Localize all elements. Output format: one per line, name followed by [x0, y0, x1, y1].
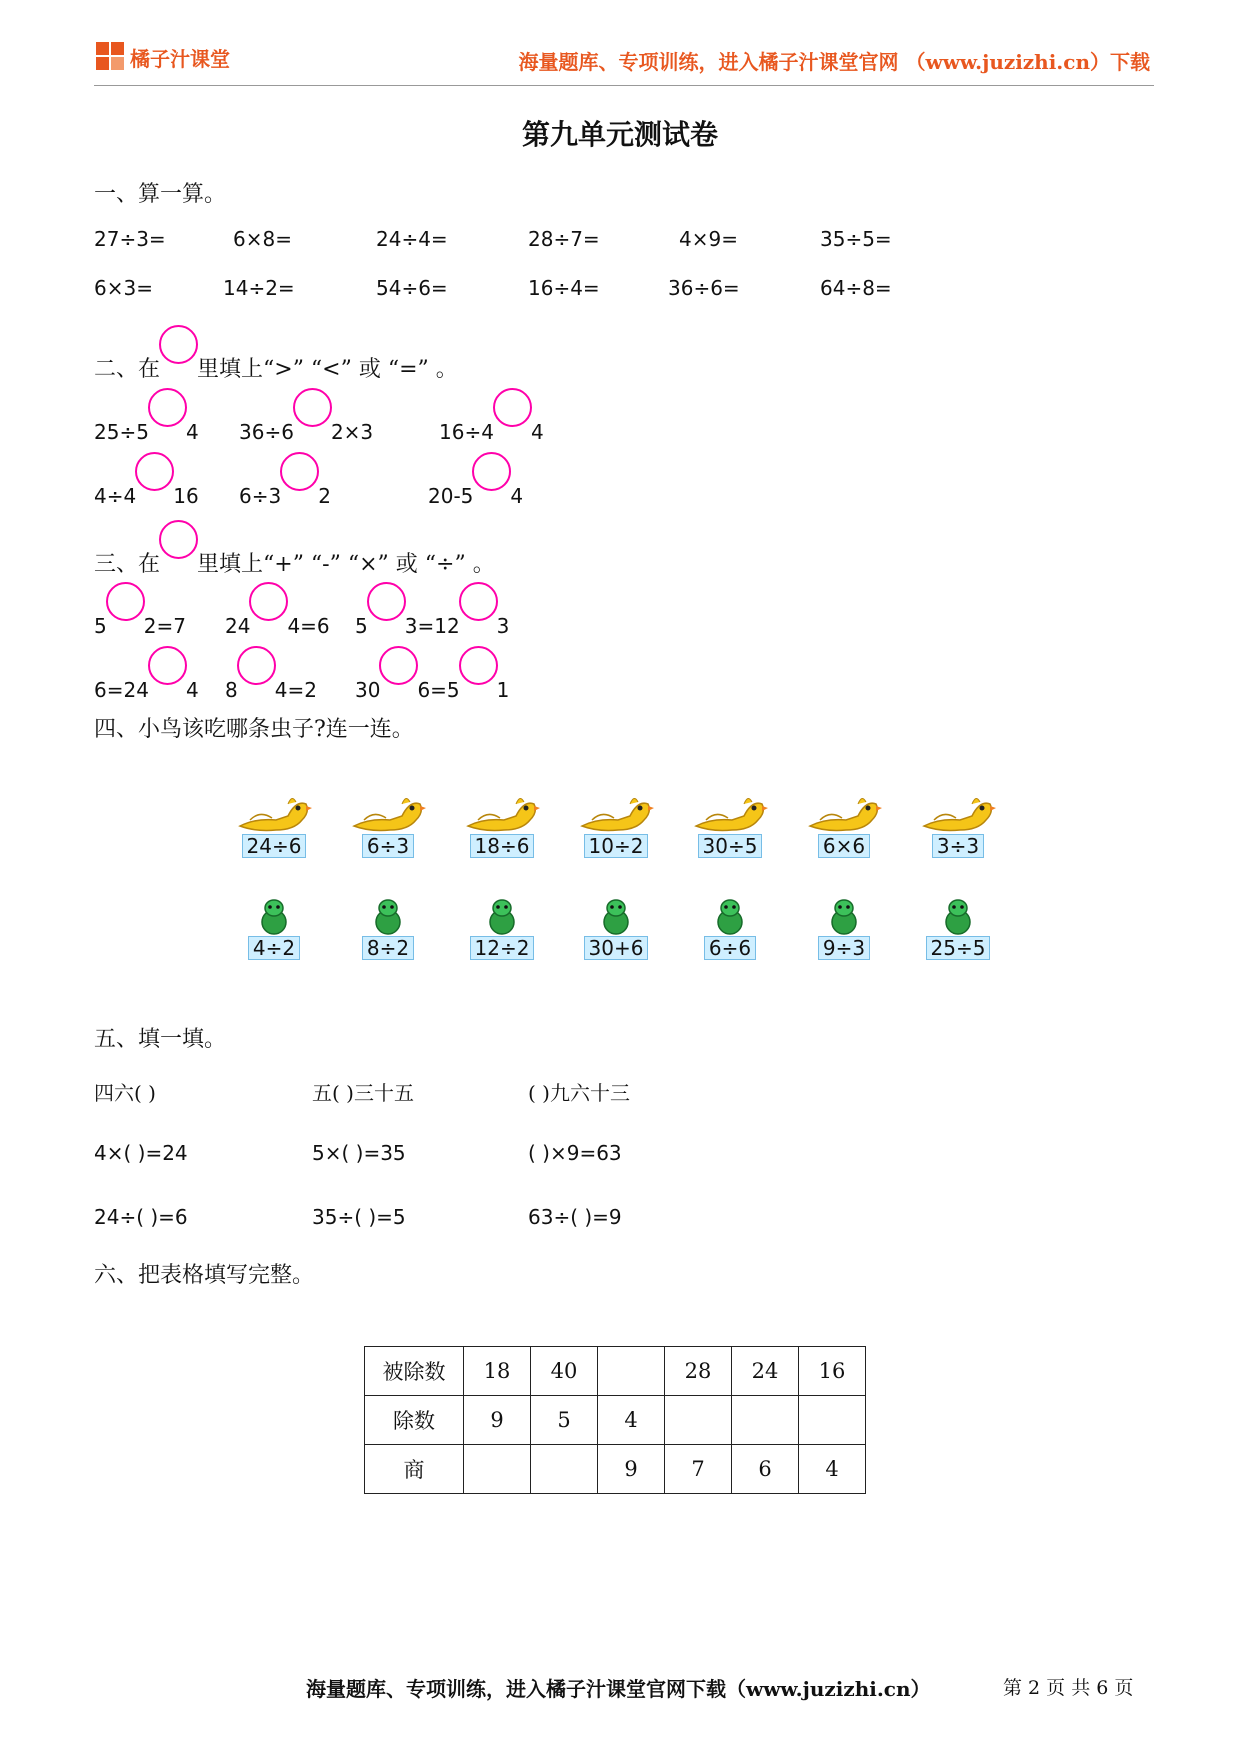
bug-label: 8÷2 [362, 936, 414, 960]
answer-circle[interactable] [148, 646, 187, 685]
brand-logo [96, 42, 230, 72]
answer-circle[interactable] [472, 452, 511, 491]
compare-item: 16÷4 4 [439, 388, 544, 444]
bird-icon [232, 790, 316, 838]
table-row [365, 1396, 866, 1445]
compare-item: 4÷4 16 [94, 452, 199, 508]
fill-item: 35÷( )=5 [312, 1205, 406, 1229]
fill-item: 5×( )=35 [312, 1141, 406, 1165]
operator-item: 6=24 4 [94, 646, 199, 702]
bird-icon [688, 790, 772, 838]
calc-item: 35÷5= [820, 227, 892, 251]
table-row [365, 1445, 866, 1494]
table-cell: 28 [665, 1347, 732, 1396]
table-cell[interactable] [732, 1396, 799, 1445]
calc-item: 54÷6= [376, 276, 448, 300]
answer-circle[interactable] [148, 388, 187, 427]
bird-icon [574, 790, 658, 838]
compare-item: 36÷6 2×3 [239, 388, 373, 444]
table-cell: 4 [799, 1445, 866, 1494]
table-cell: 5 [531, 1396, 598, 1445]
bug-label: 30+6 [584, 936, 649, 960]
bird-card[interactable] [802, 790, 886, 860]
header-slogan: 海量题库、专项训练，进入橘子汁课堂官网 （www.juzizhi.cn）下载 [518, 50, 1150, 74]
bird-label: 18÷6 [470, 834, 535, 858]
table-cell: 6 [732, 1445, 799, 1494]
section4-heading: 四、小鸟该吃哪条虫子?连一连。 [94, 717, 414, 742]
bird-label: 30÷5 [698, 834, 763, 858]
bird-card[interactable] [346, 790, 430, 860]
table-row [365, 1347, 866, 1396]
fill-item: ( )九六十三 [528, 1081, 630, 1105]
compare-item: 20-5 4 [428, 452, 523, 508]
bug-card[interactable] [802, 896, 886, 966]
operator-item: 5 2=7 [94, 582, 186, 638]
answer-circle[interactable] [493, 388, 532, 427]
answer-circle[interactable] [237, 646, 276, 685]
calc-item: 27÷3= [94, 227, 166, 251]
calc-item: 36÷6= [668, 276, 740, 300]
table-cell: 18 [464, 1347, 531, 1396]
bird-icon [460, 790, 544, 838]
compare-item: 25÷5 4 [94, 388, 199, 444]
bug-card[interactable] [916, 896, 1000, 966]
table-cell[interactable] [531, 1445, 598, 1494]
answer-circle [159, 520, 198, 559]
bird-icon [802, 790, 886, 838]
bird-card[interactable] [688, 790, 772, 860]
table-cell[interactable] [665, 1396, 732, 1445]
calc-item: 6×8= [233, 227, 292, 251]
brand-name: 橘子汁课堂 [130, 46, 230, 71]
calc-item: 4×9= [679, 227, 738, 251]
page-number: 第 2 页 共 6 页 [1003, 1677, 1134, 1699]
bird-label: 6×6 [818, 834, 870, 858]
bird-label: 3÷3 [932, 834, 984, 858]
bug-label: 4÷2 [248, 936, 300, 960]
table-cell: 商 [365, 1445, 464, 1494]
section6-heading: 六、把表格填写完整。 [94, 1263, 315, 1288]
compare-item: 6÷3 2 [239, 452, 331, 508]
calc-item: 28÷7= [528, 227, 600, 251]
bird-card[interactable] [460, 790, 544, 860]
bug-label: 12÷2 [470, 936, 535, 960]
bird-icon [346, 790, 430, 838]
table-cell[interactable] [799, 1396, 866, 1445]
table-cell: 7 [665, 1445, 732, 1494]
calc-item: 64÷8= [820, 276, 892, 300]
section3-heading: 三、在 里填上“+” “-” “×” 或 “÷” 。 [94, 520, 495, 578]
calc-item: 14÷2= [223, 276, 295, 300]
bird-card[interactable] [574, 790, 658, 860]
fill-item: 四六( ) [94, 1081, 156, 1105]
answer-circle [159, 325, 198, 364]
operator-item: 24 4=6 [225, 582, 330, 638]
footer-text: 海量题库、专项训练，进入橘子汁课堂官网下载（www.juzizhi.cn） [306, 1677, 931, 1701]
section5-heading: 五、填一填。 [94, 1027, 227, 1052]
bug-card[interactable] [346, 896, 430, 966]
answer-circle[interactable] [367, 582, 406, 621]
fill-item: ( )×9=63 [528, 1141, 622, 1165]
operator-item: 5 3=12 3 [355, 582, 509, 638]
fill-item: 24÷( )=6 [94, 1205, 188, 1229]
calc-item: 6×3= [94, 276, 153, 300]
bug-card[interactable] [460, 896, 544, 966]
section1-heading: 一、算一算。 [94, 182, 227, 207]
answer-circle[interactable] [293, 388, 332, 427]
calc-item: 24÷4= [376, 227, 448, 251]
table-cell: 24 [732, 1347, 799, 1396]
page-title: 第九单元测试卷 [521, 118, 718, 151]
bug-label: 6÷6 [704, 936, 756, 960]
bird-label: 6÷3 [362, 834, 414, 858]
table-cell: 被除数 [365, 1347, 464, 1396]
fill-item: 63÷( )=9 [528, 1205, 622, 1229]
answer-circle[interactable] [379, 646, 418, 685]
bird-card[interactable] [916, 790, 1000, 860]
table-cell[interactable] [598, 1347, 665, 1396]
fill-item: 4×( )=24 [94, 1141, 188, 1165]
table-cell: 4 [598, 1396, 665, 1445]
bird-card[interactable] [232, 790, 316, 860]
operator-item: 8 4=2 [225, 646, 317, 702]
section2-heading: 二、在 里填上“>” “<” 或 “=” 。 [94, 325, 458, 383]
table-cell: 除数 [365, 1396, 464, 1445]
table-cell: 16 [799, 1347, 866, 1396]
answer-circle[interactable] [459, 646, 498, 685]
table-cell: 9 [464, 1396, 531, 1445]
operator-item: 30 6=5 1 [355, 646, 509, 702]
bird-label: 24÷6 [242, 834, 307, 858]
bug-label: 25÷5 [926, 936, 991, 960]
bug-label: 9÷3 [818, 936, 870, 960]
table-cell: 9 [598, 1445, 665, 1494]
answer-circle[interactable] [459, 582, 498, 621]
header-divider [94, 85, 1154, 86]
answer-circle[interactable] [106, 582, 145, 621]
answer-circle[interactable] [135, 452, 174, 491]
calc-item: 16÷4= [528, 276, 600, 300]
logo-icon [96, 42, 126, 72]
bug-card[interactable] [232, 896, 316, 966]
answer-circle[interactable] [280, 452, 319, 491]
bird-icon [916, 790, 1000, 838]
fill-item: 五( )三十五 [312, 1081, 414, 1105]
table-cell[interactable] [464, 1445, 531, 1494]
division-table [364, 1346, 866, 1494]
bug-card[interactable] [688, 896, 772, 966]
table-cell: 40 [531, 1347, 598, 1396]
bug-card[interactable] [574, 896, 658, 966]
bird-label: 10÷2 [584, 834, 649, 858]
answer-circle[interactable] [249, 582, 288, 621]
